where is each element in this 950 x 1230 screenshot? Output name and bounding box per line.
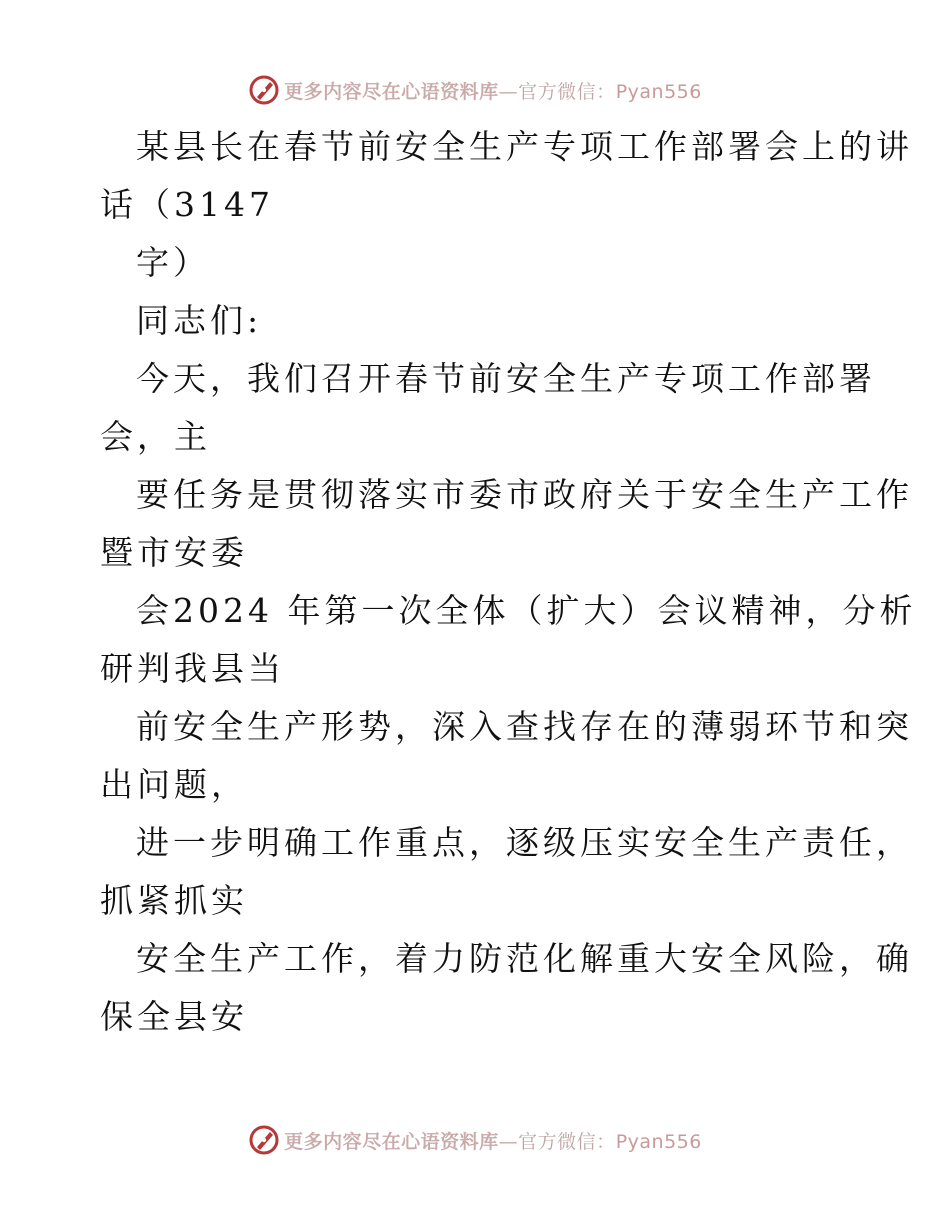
header-brand: 更多内容尽在心语资料库 [284,80,499,103]
footer-brand: 更多内容尽在心语资料库 [284,1130,499,1153]
footer-separator: — [498,1130,519,1153]
document-line: 某县长在春节前安全生产专项工作部署会上的讲 [136,127,913,166]
document-line: 暨市安委 [100,533,248,572]
header-banner-text [284,77,702,104]
document-line: 同志们: [136,301,263,340]
document-line: 进一步明确工作重点，逐级压实安全生产责任， [136,823,913,862]
document-line: 抓紧抓实 [100,881,248,920]
document-line: 前安全生产形势，深入查找存在的薄弱环节和突 [136,707,913,746]
footer-banner-text [284,1127,702,1154]
document-line: 今天，我们召开春节前安全生产专项工作部署 [136,359,876,398]
header-banner [0,70,950,110]
header-wechat-id: Pyan556 [615,80,702,103]
footer-banner [0,1120,950,1160]
pen-logo-icon [248,1124,280,1156]
document-line: 字） [136,243,210,282]
document-line: 会2024 年第一次全体（扩大）会议精神，分析 [136,591,917,630]
document-line: 会，主 [100,417,211,456]
document-body [100,118,917,1046]
pen-logo-icon [248,74,280,106]
footer-wechat-label: 官方微信： [518,1130,616,1153]
document-line: 出问题， [100,765,248,804]
header-wechat-label: 官方微信： [518,80,616,103]
document-line: 要任务是贯彻落实市委市政府关于安全生产工作 [136,475,913,514]
document-line: 安全生产工作，着力防范化解重大安全风险，确 [136,939,913,978]
document-line: 研判我县当 [100,649,285,688]
document-line: 话（3147 [100,185,274,224]
footer-wechat-id: Pyan556 [615,1130,702,1153]
header-separator: — [498,80,519,103]
document-line: 保全县安 [100,997,248,1036]
